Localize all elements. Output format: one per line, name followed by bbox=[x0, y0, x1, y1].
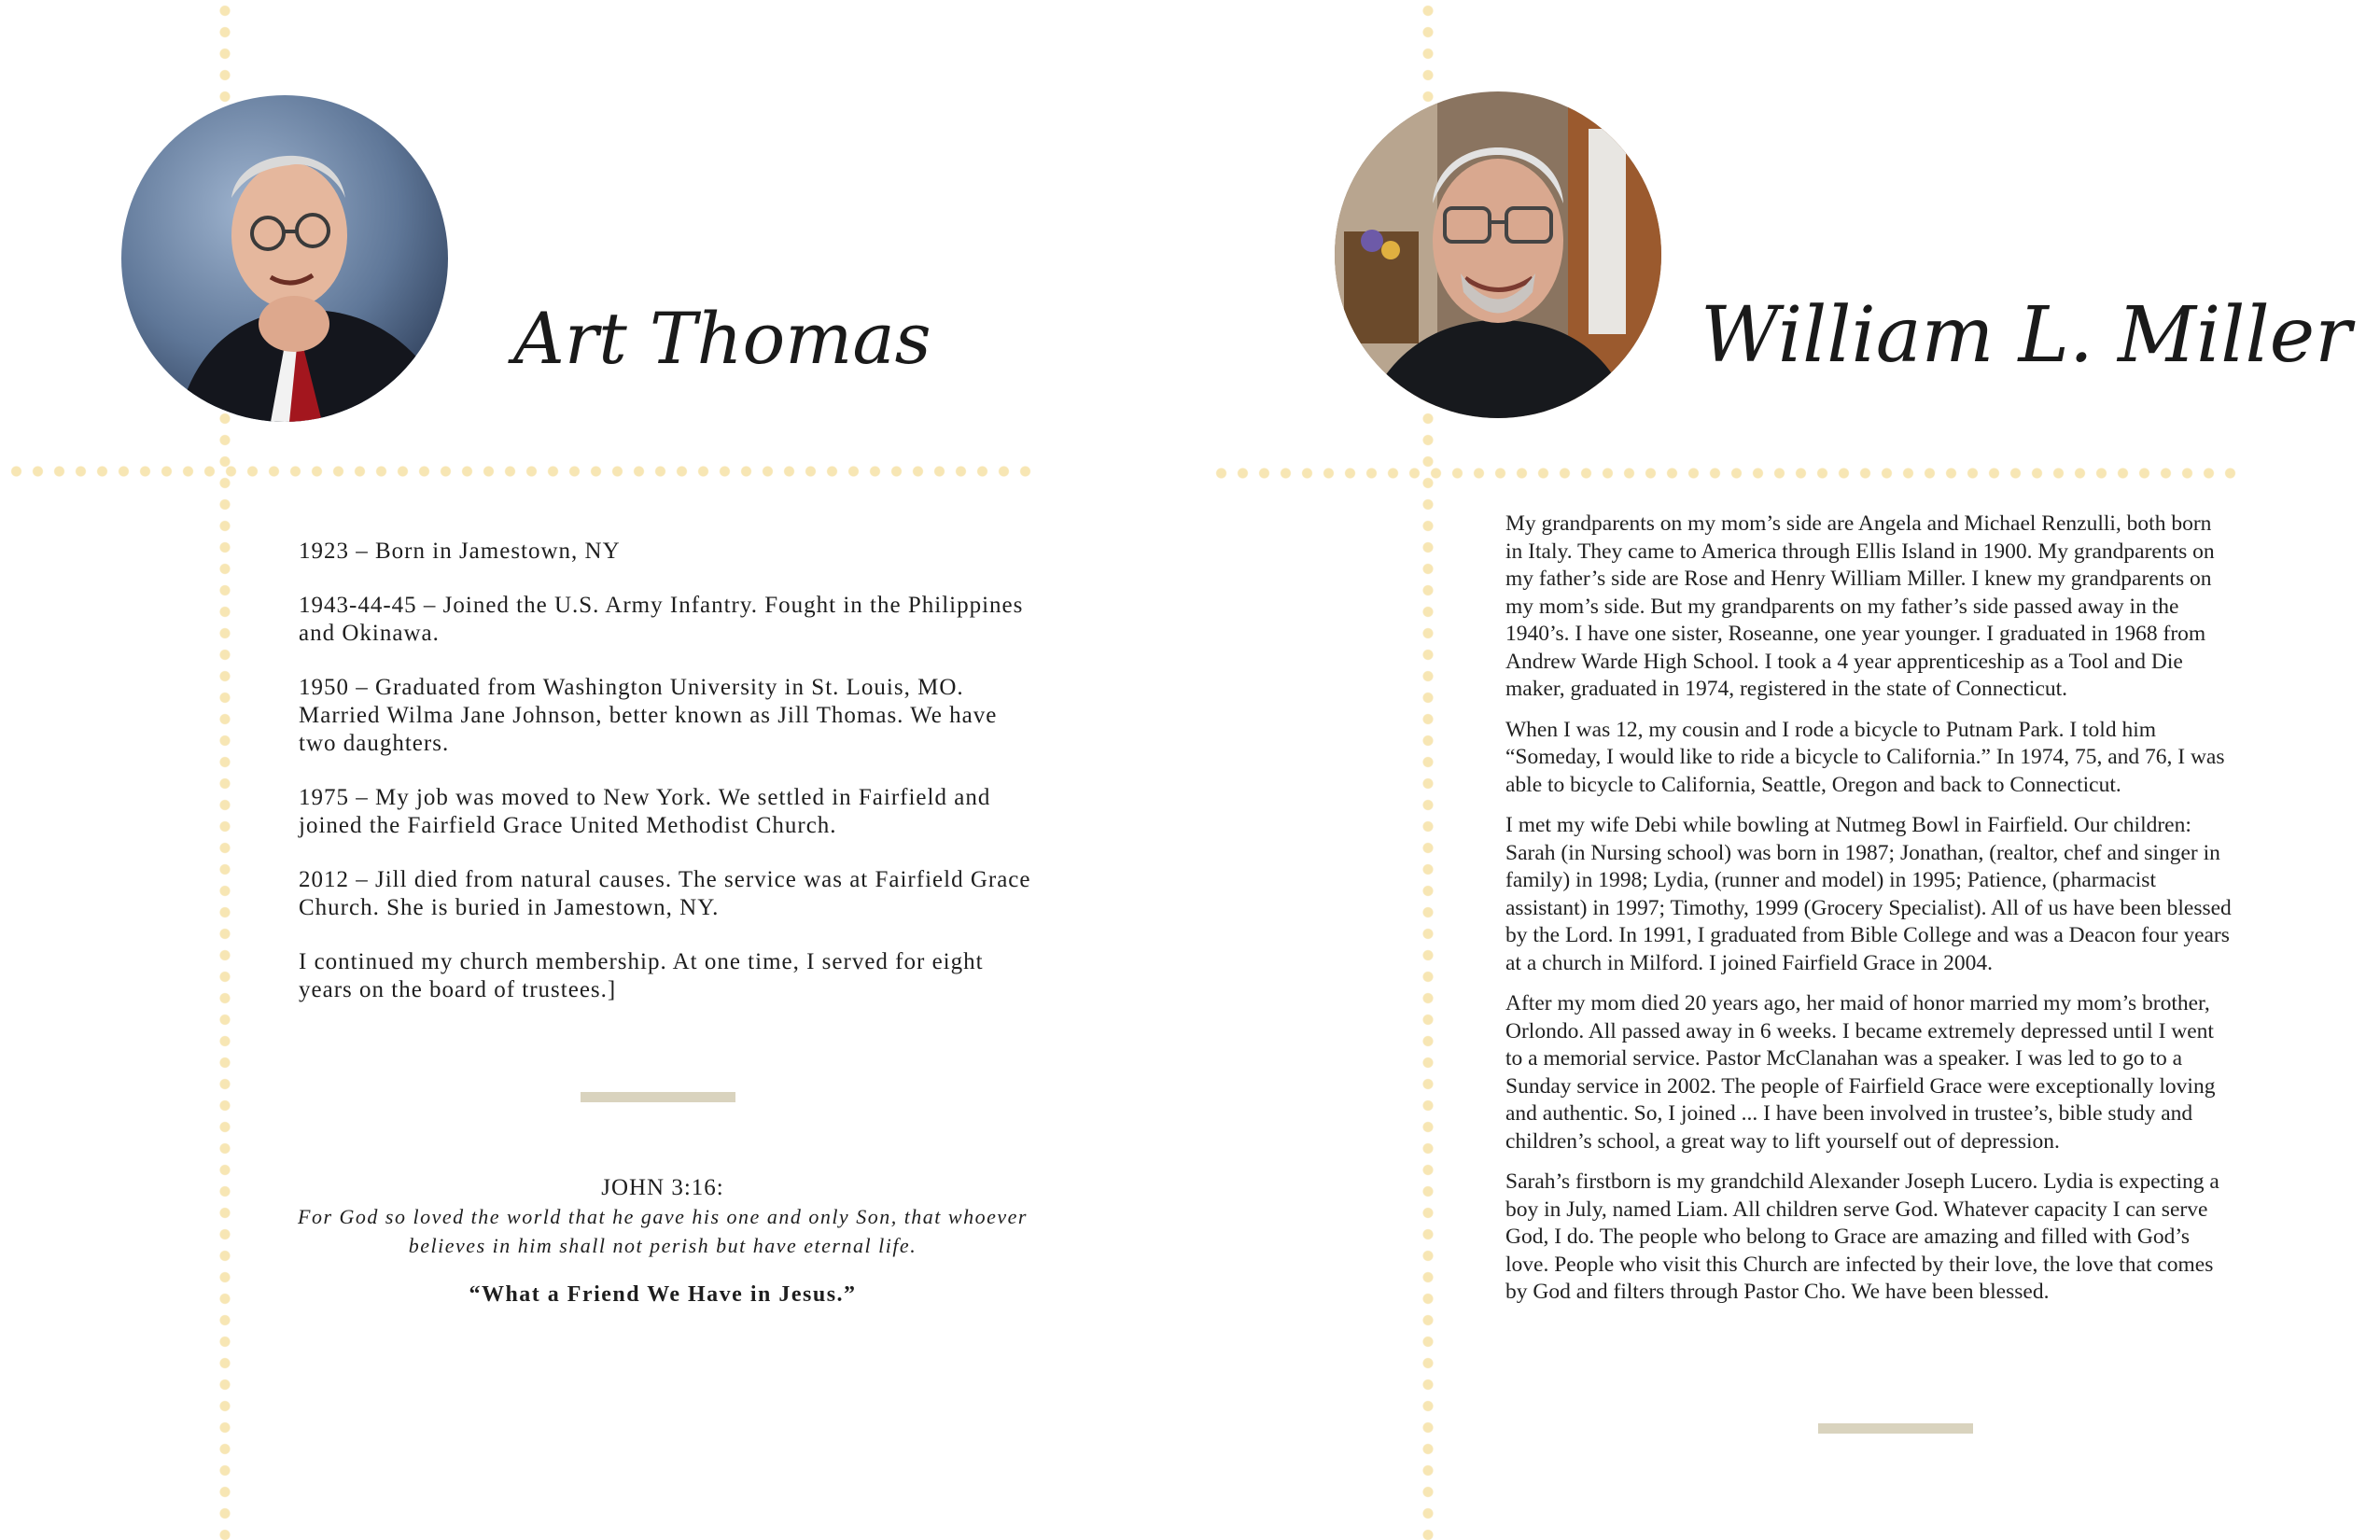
portrait-art-thomas-image bbox=[121, 95, 448, 422]
bio-paragraph: When I was 12, my cousin and I rode a bicycle to Putnam Park. I told him “Someday, I would like to ride a bicycle to California.” In 1974, 75, and 76, I was able to bicycle to California, Seattle, Oregon and back to Connecticut. bbox=[1505, 717, 2225, 797]
timeline-entry: 1943-44-45 – Joined the U.S. Army Infantry. Fought in the Philippines and Okinawa. bbox=[299, 593, 1024, 646]
verse-text: For God so loved the world that he gave his one and only Son, that whoever believes in him shall not perish but have eternal life. bbox=[298, 1205, 1028, 1257]
timeline-entry: 1923 – Born in Jamestown, NY bbox=[299, 539, 621, 564]
timeline-entry: 1975 – My job was moved to New York. We settled in Fairfield and joined the Fairfield Grace United Methodist Church. bbox=[299, 785, 991, 838]
bio-paragraph: After my mom died 20 years ago, her maid of honor married my mom’s brother, Orlondo. All passed away in 6 weeks. I became extremely depressed until I went to a memorial service. Pastor McClanahan was a speaker. I was led to go to a Sunday service in 2002. The people of Fairfield Grace were exceptionally loving and authentic. So, I joined ... I have been involved in trustee’s, bible study and children’s school, a great way to lift yourself out of depression. bbox=[1505, 991, 2216, 1154]
divider-bar bbox=[581, 1092, 735, 1102]
timeline bbox=[299, 538, 1036, 1030]
bio-paragraph: Sarah’s firstborn is my grandchild Alexander Joseph Lucero. Lydia is expecting a boy in July, named Liam. All children serve God. Whatever capacity I can serve God, I do. The people who belong to Grace are amazing and filled with God’s love. People who visit this Church are infected by their love, the love that comes by God and filters through Pastor Cho. We have been blessed. bbox=[1505, 1169, 2219, 1304]
timeline-entry: 1950 – Graduated from Washington University in St. Louis, MO. Married Wilma Jane Johnson, better known as Jill Thomas. We have two daughters. bbox=[299, 675, 998, 756]
bio-paragraph: I met my wife Debi while bowling at Nutmeg Bowl in Fairfield. Our children: Sarah (in Nursing school) was born in 1987; Jonathan, (realtor, chef and singer in family) in 1998; Lydia, (runner and model) in 1995; Patience, (pharmacist assistant) in 1997; Timothy, 1999 (Grocery Specialist). All of us have been blessed by the Lord. In 1991, I graduated from Bible College and was a Deacon four years at a church in Milford. I joined Fairfield Grace in 2004. bbox=[1505, 813, 2232, 975]
timeline-entry: 2012 – Jill died from natural causes. The service was at Fairfield Grace Church. She is buried in Jamestown, NY. bbox=[299, 867, 1031, 920]
person-name-art-thomas: Art Thomas bbox=[513, 297, 931, 380]
biography bbox=[1505, 511, 2233, 1320]
favorite-hymn: “What a Friend We Have in Jesus.” bbox=[469, 1282, 857, 1307]
person-name-william-miller: William L. Miller bbox=[1701, 291, 2352, 380]
divider-bar bbox=[1818, 1423, 1973, 1434]
portrait-william-miller-image bbox=[1335, 91, 1661, 418]
timeline-entry: I continued my church membership. At one time, I served for eight years on the board of trustees.] bbox=[299, 949, 984, 1002]
verse-reference: JOHN 3:16: bbox=[601, 1175, 724, 1200]
bio-paragraph: My grandparents on my mom’s side are Angela and Michael Renzulli, both born in Italy. They came to America through Ellis Island in 1900. My grandparents on my father’s side are Rose and Henry William Miller. I knew my grandparents on my mom’s side. But my grandparents on my father’s side passed away in the 1940’s. I have one sister, Roseanne, one year younger. I graduated in 1968 from Andrew Warde High School. I took a 4 year apprenticeship as a Tool and Die maker, graduated in 1974, registered in the state of Connecticut. bbox=[1505, 511, 2215, 701]
portrait-photo-art-thomas bbox=[121, 95, 448, 422]
bible-verse bbox=[280, 1174, 1045, 1308]
left-horizontal-dotted-line bbox=[6, 465, 1037, 478]
portrait-photo-william-miller bbox=[1335, 91, 1661, 418]
right-horizontal-dotted-line bbox=[1211, 467, 2244, 480]
